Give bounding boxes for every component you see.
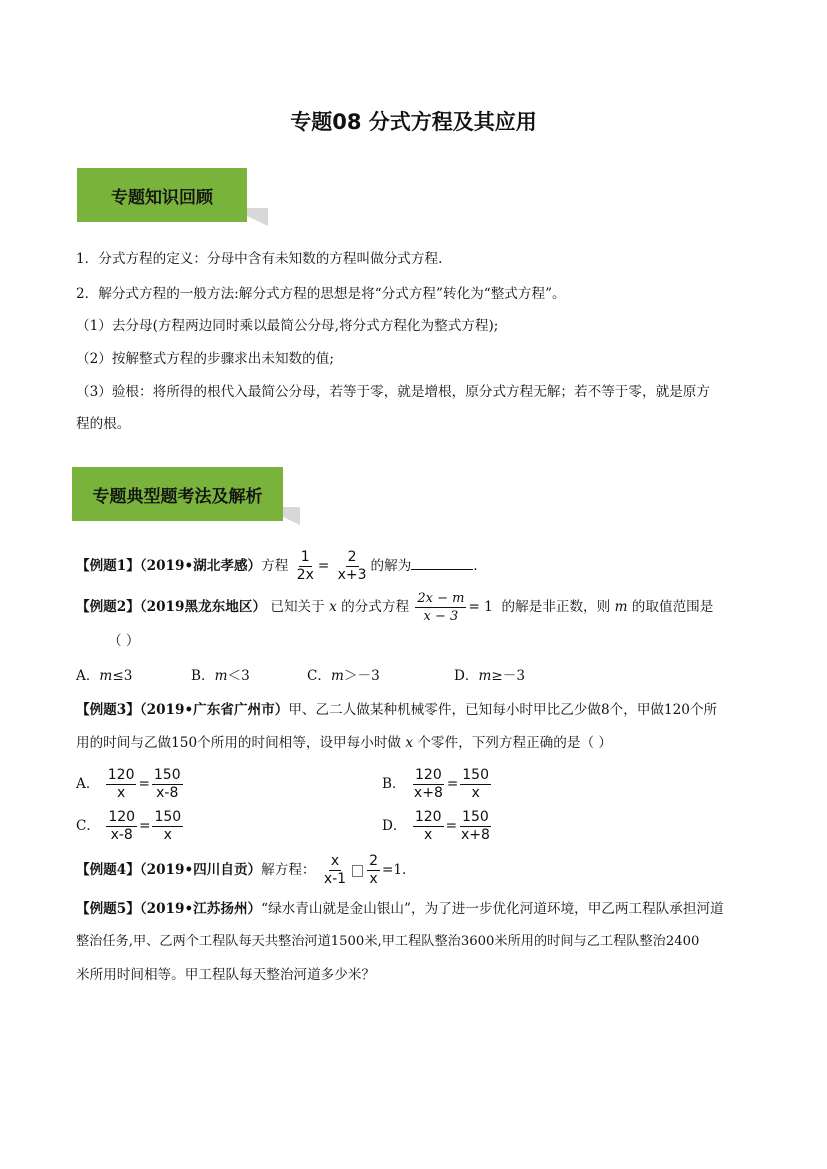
example-4: 【例题4】（2019•四川自贡）解方程： $\frac{x}{x-1}$ $\frac{2}{x}$ =1. xyxy=(76,853,407,887)
fraction: $\frac{2x - m}{x - 3}$ xyxy=(417,591,465,624)
example-5-cont: 米所用时间相等。甲工程队每天整治河道多少米？ xyxy=(76,967,376,983)
example-3-cont: 用的时间与乙做150个所用的时间相等，设甲每小时做 x 个零件，下列方程正确的是（ ） xyxy=(76,735,612,751)
fraction: $\frac{120}{x-8}$ xyxy=(108,809,136,843)
fraction: $\frac{150}{x}$ xyxy=(462,767,489,801)
example-5-cont: 整治任务,甲、乙两个工程队每天共整治河道1500米,甲工程队整治3600米所用的时间与乙工程队整治2400 xyxy=(76,934,700,949)
example-3: 【例题3】（2019•广东省广州市）甲、乙二人做某种机械零件，已知每小时甲比乙少做8个，甲做120个所 xyxy=(76,702,718,718)
page-title: 专题08 分式方程及其应用 xyxy=(290,110,537,134)
section-banner-knowledge: 专题知识回顾 xyxy=(77,168,247,222)
choice-d: D． $\frac{120}{x}$ = $\frac{150}{x+8}$ xyxy=(382,809,490,843)
knowledge-line-5-cont: 程的根。 xyxy=(76,416,131,432)
choice-c: C． $\frac{120}{x-8}$ = $\frac{150}{x}$ xyxy=(76,809,182,843)
fraction: $\frac{1}{2x}$ xyxy=(296,549,314,583)
knowledge-line-2: 2．解分式方程的一般方法:解分式方程的思想是将“分式方程”转化为“整式方程”。 xyxy=(76,286,566,302)
fraction: $\frac{120}{x+8}$ xyxy=(413,767,443,801)
answer-blank xyxy=(411,555,473,570)
knowledge-line-3: （1）去分母(方程两边同时乘以最简公分母,将分式方程化为整式方程); xyxy=(76,318,499,334)
section-banner-examples: 专题典型题考法及解析 xyxy=(72,467,283,521)
example-5: 【例题5】（2019•江苏扬州）“绿水青山就是金山银山”，为了进一步优化河道环境，甲乙两工程队承担河道 xyxy=(76,901,724,917)
choice-a: A．m≤3 xyxy=(76,668,133,684)
fraction: $\frac{2}{x}$ xyxy=(369,853,379,887)
fraction: $\frac{150}{x}$ xyxy=(154,809,182,843)
choice-a: A． $\frac{120}{x}$ = $\frac{150}{x-8}$ xyxy=(76,767,181,801)
knowledge-line-1: 1．分式方程的定义：分母中含有未知数的方程叫做分式方程. xyxy=(76,251,443,267)
example-1: 【例题1】（2019•湖北孝感）方程 $\frac{1}{2x}$ = $\frac{2}{x+3}$ 的解为 . xyxy=(76,549,478,583)
choice-b: B． $\frac{120}{x+8}$ = $\frac{150}{x}$ xyxy=(382,767,489,801)
fraction: $\frac{150}{x-8}$ xyxy=(153,767,181,801)
fraction: $\frac{120}{x}$ xyxy=(414,809,442,843)
example-2: 【例题2】（2019黑龙东地区） 已知关于 x 的分式方程 $\frac{2x - m}{x - 3}$ = 1 的解是非正数，则 m 的取值范围是 xyxy=(76,591,714,624)
choice-d: D．m≥－3 xyxy=(454,668,526,684)
answer-paren: （ ） xyxy=(108,633,140,649)
knowledge-line-5: （3）验根：将所得的根代入最简公分母，若等于零，就是增根，原分式方程无解；若不等于零，就是原方 xyxy=(76,384,710,400)
fraction: $\frac{150}{x+8}$ xyxy=(460,809,490,843)
missing-symbol-box xyxy=(352,865,363,877)
fraction: $\frac{120}{x}$ xyxy=(107,767,135,801)
fraction: $\frac{2}{x+3}$ xyxy=(337,549,367,583)
knowledge-line-4: （2）按解整式方程的步骤求出未知数的值; xyxy=(76,351,334,367)
fraction: $\frac{x}{x-1}$ xyxy=(323,853,347,887)
choice-b: B．m＜3 xyxy=(191,668,250,684)
choice-c: C．m＞－3 xyxy=(307,668,380,684)
